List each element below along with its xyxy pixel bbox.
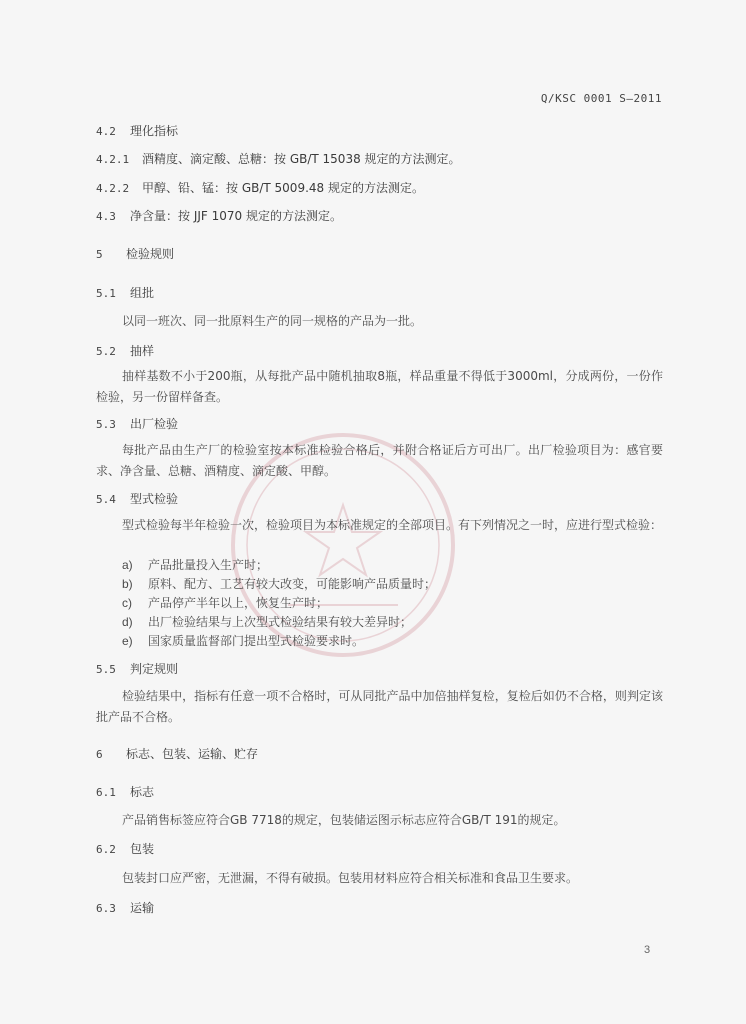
section-5-2-heading: 5.2 抽样 [96,344,155,358]
list-item: e) 国家质量监督部门提出型式检验要求时。 [122,634,365,648]
section-4-2-1: 4.2.1 酒精度、滴定酸、总糖：按 GB/T 15038 规定的方法测定。 [96,152,461,166]
section-5-4-heading: 5.4 型式检验 [96,492,179,506]
section-6-1-body: 产品销售标签应符合GB 7718的规定，包装储运图示标志应符合GB/T 191的规定。 [122,813,566,827]
section-4-3: 4.3 净含量：按 JJF 1070 规定的方法测定。 [96,209,342,223]
section-5-1-body: 以同一班次、同一批原料生产的同一规格的产品为一批。 [122,314,423,328]
section-6-2-heading: 6.2 包装 [96,842,155,856]
section-5-heading: 5 检验规则 [96,247,175,261]
list-item: a) 产品批量投入生产时； [122,558,269,572]
list-item: b) 原料、配方、工艺有较大改变，可能影响产品质量时； [122,577,437,591]
standard-code: Q/KSC 0001 S—2011 [540,92,662,105]
list-item: c) 产品停产半年以上，恢复生产时； [122,596,329,610]
list-item: d) 出厂检验结果与上次型式检验结果有较大差异时； [122,615,413,629]
section-5-5-heading: 5.5 判定规则 [96,662,179,676]
section-4-2-heading: 4.2 理化指标 [96,124,179,138]
section-5-2-body: 抽样基数不小于200瓶，从每批产品中随机抽取8瓶，样品重量不得低于3000ml，分成两份，一份作检验，另一份留样备查。 [96,369,663,404]
section-6-2-body: 包装封口应严密，无泄漏，不得有破损。包装用材料应符合相关标准和食品卫生要求。 [122,871,579,885]
section-5-3-body: 每批产品由生产厂的检验室按本标准检验合格后，并附合格证后方可出厂。出厂检验项目为：感官要求、净含量、总糖、酒精度、滴定酸、甲醇。 [96,443,663,478]
section-5-1-heading: 5.1 组批 [96,286,155,300]
section-4-2-2: 4.2.2 甲醇、铅、锰：按 GB/T 5009.48 规定的方法测定。 [96,181,424,195]
section-6-3-heading: 6.3 运输 [96,901,155,915]
page-number: 3 [644,944,651,956]
section-5-4-body: 型式检验每半年检验一次，检验项目为本标准规定的全部项目。有下列情况之一时，应进行型式检验： [122,518,663,532]
section-5-5-body: 检验结果中，指标有任意一项不合格时，可从同批产品中加倍抽样复检，复检后如仍不合格，则判定该批产品不合格。 [96,689,663,724]
section-5-3-heading: 5.3 出厂检验 [96,417,179,431]
section-6-heading: 6 标志、包装、运输、贮存 [96,747,259,761]
section-6-1-heading: 6.1 标志 [96,785,155,799]
